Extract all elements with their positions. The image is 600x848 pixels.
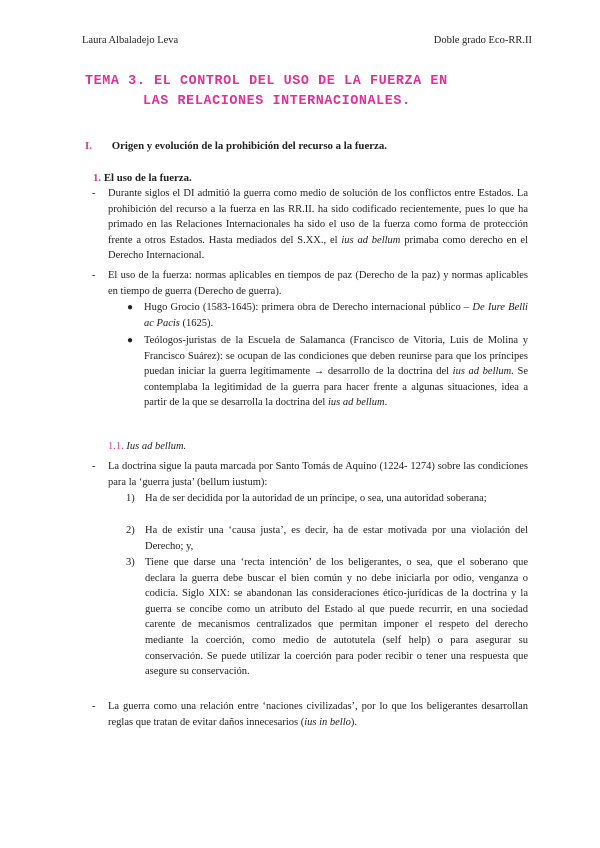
dash-marker: -	[92, 188, 96, 199]
paragraph-4-text-b: ).	[350, 716, 358, 728]
list-number: 2)	[126, 525, 135, 536]
subsubsection-number: 1.1.	[108, 441, 124, 452]
section-heading	[85, 140, 387, 152]
header-author: Laura Albaladejo Leva	[82, 35, 179, 46]
list-number: 1)	[126, 493, 135, 504]
paragraph-3: La doctrina sigue la pauta marcada por Santo Tomás de Aquino (1224- 1274) sobre las condiciones para la ‘guerra justa’ (bellum iustum):	[108, 461, 528, 488]
paragraph-1-italic: ius ad bellum	[341, 234, 401, 246]
bullet-2-italic-2: ius ad bellum	[327, 397, 385, 409]
title-line-1: TEMA 3. EL CONTROL DEL USO DE LA FUERZA EN	[85, 74, 448, 89]
bullet-1-italic: De Iure Belli ac Pacis	[144, 302, 528, 329]
bullet-item-grocio	[144, 300, 528, 331]
section-title: Origen y evolución de la prohibición del recurso a la fuerza.	[111, 140, 387, 152]
subsection-number: 1.	[93, 172, 102, 184]
ordered-item-3: Tiene que darse una ‘recta intención’ de los beligerantes, o sea, que el soberano que declara la guerra debe buscar el bien común y no debe iniciarla por odio, venganza o codicia. Siglo XIX: se abandonan las consideraciones ético-jurídicas de la doctrina y la guerra se concibe como un atributo del Estado al que puede recurrir, en una sociedad carente de mecanismos centralizados que permitan imponer el respeto del derecho mediante la coerción, como medio de autotutela (self help) o para asegurar su conservación. Se puede utilizar la coerción para poder recibir o tener una respuesta que asegure su conservación.	[145, 557, 528, 678]
bullet-2-text-b: Se contemplaba la legitimidad de la guerra para hacer frente a algunas situaciones, idea a partir de la que se desarrolla la doctrina del	[144, 366, 529, 409]
paragraph-1-text-b: primaba como derecho en el Derecho Internacional.	[108, 234, 528, 262]
bullet-1-text-a: Hugo Grocio (1583-1645): primera obra de Derecho internacional público –	[144, 302, 473, 313]
dash-marker: -	[92, 461, 96, 472]
bullet-item-salamanca	[144, 333, 528, 411]
bullet-1-text-b: (1625).	[179, 317, 214, 329]
paragraph-1	[108, 186, 528, 264]
paragraph-4-text-a: La guerra como una relación entre ‘naciones civilizadas’, por lo que los beligerantes desarrollan reglas que tratan de evitar daños innecesarios (	[108, 701, 528, 728]
paragraph-4-italic: ius in bello	[304, 716, 351, 728]
document-title	[85, 72, 535, 112]
ordered-item-2: Ha de existir una ‘causa justa’, es decir, ha de estar motivada por una violación del Derecho; y,	[145, 525, 528, 552]
header-degree: Doble grado Eco-RR.II	[433, 35, 532, 46]
dash-marker: -	[92, 270, 96, 281]
list-number: 3)	[126, 557, 135, 568]
subsection-heading	[93, 172, 192, 184]
paragraph-2: El uso de la fuerza: normas aplicables en tiempos de paz (Derecho de la paz) y normas aplicables en tiempo de guerra (Derecho de guerra).	[108, 270, 528, 297]
paragraph-4	[108, 699, 528, 730]
section-number: I.	[85, 140, 92, 152]
bullet-2-italic-1: ius ad bellum.	[452, 366, 514, 378]
bullet-marker: ●	[127, 302, 134, 313]
bullet-2-text-c: .	[384, 397, 388, 409]
subsubsection-title: Ius ad bellum.	[126, 441, 187, 452]
subsection-title: El uso de la fuerza.	[103, 172, 192, 184]
title-line-2: LAS RELACIONES INTERNACIONALES.	[143, 94, 411, 109]
subsubsection-heading	[108, 441, 186, 452]
paragraph-1-text-a: Durante siglos el DI admitió la guerra como medio de solución de los conflictos entre Estados. La prohibición del recurso a la fuerza en las RR.II. ha sido codificado recientemente, pues lo que ha primado en las Relaciones Internacionales ha sido el uso de la fuerza como forma de protección frente a otros Estados. Hasta mediados del S.XX., el	[108, 188, 528, 246]
ordered-item-1: Ha de ser decidida por la autoridad de un príncipe, o sea, una autoridad soberana;	[145, 493, 487, 504]
bullet-2-text-a: Teólogos-juristas de la Escuela de Salamanca (Francisco de Vitoria, Luis de Molina y Francisco Suárez): se ocupan de las condiciones que deben reunirse para que los príncipes puedan iniciar la guerra legítimamente → desarrollo de la doctrina del	[144, 335, 528, 378]
dash-marker: -	[92, 701, 96, 712]
bullet-marker: ●	[127, 335, 134, 346]
